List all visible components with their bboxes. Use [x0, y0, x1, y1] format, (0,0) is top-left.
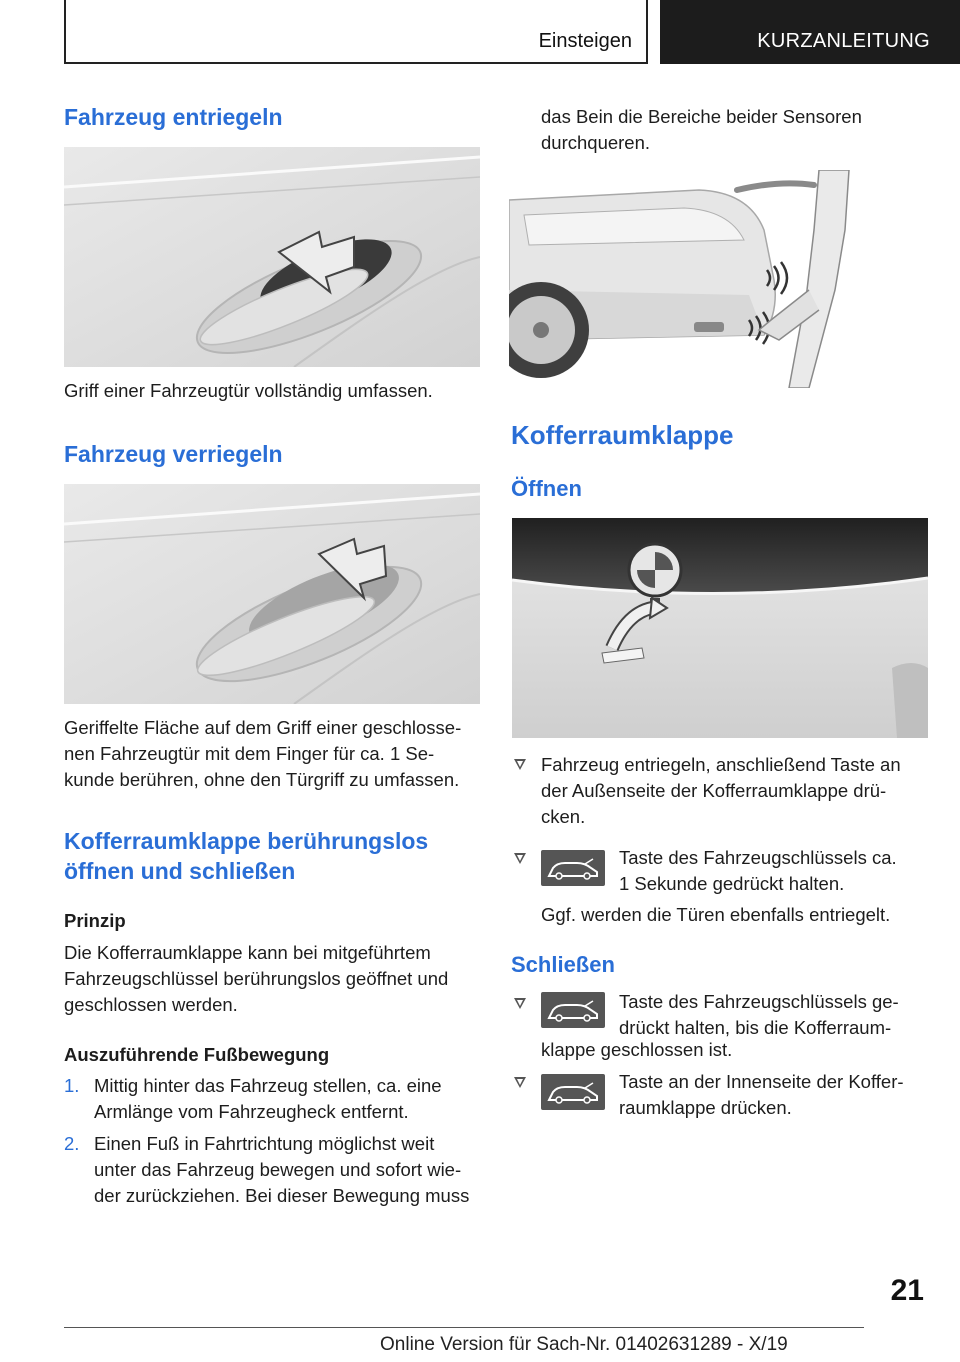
contactless-heading: Kofferraumklappe berührungslos öffnen und schließen — [64, 828, 429, 884]
bullet-triangle-icon — [514, 853, 526, 864]
footer-version-text: Online Version für Sach-Nr. 01402631289 - X/19 — [380, 1334, 788, 1355]
bullet-triangle-icon — [514, 998, 526, 1009]
door-handle-grip-illustration — [64, 147, 480, 367]
unlock-caption: Griff einer Fahrzeugtür vollständig umfassen. — [64, 380, 433, 401]
car-trunk-key-icon — [541, 850, 605, 886]
open-bullet-text: Taste des Fahrzeugschlüssels ca. 1 Sekunde gedrückt halten. — [619, 847, 897, 894]
principle-heading: Prinzip — [64, 910, 126, 931]
trunk-heading: Kofferraumklappe — [511, 420, 734, 450]
step-number: 1. — [64, 1075, 80, 1096]
car-trunk-key-icon — [541, 1074, 605, 1110]
step-text: Einen Fuß in Fahrtrichtung möglichst weit unter das Fahrzeug bewegen und sofort wie- der zurückziehen. Bei dieser Bewegung muss — [94, 1133, 470, 1206]
continuation-text: das Bein die Bereiche beider Sensoren durchqueren. — [541, 106, 862, 153]
close-bullet-text: Taste an der Innenseite der Koffer- raumklappe drücken. — [619, 1071, 904, 1118]
open-note: Ggf. werden die Türen ebenfalls entriegelt. — [541, 904, 891, 925]
kick-sensor-illustration — [509, 170, 864, 388]
header-chapter-box — [660, 0, 960, 64]
open-heading: Öffnen — [511, 476, 582, 501]
bullet-triangle-icon — [514, 1077, 526, 1088]
open-bullet-text: Fahrzeug entriegeln, anschließend Taste an der Außenseite der Kofferraumklappe drü- cken. — [541, 754, 901, 827]
movement-heading: Auszuführende Fußbewegung — [64, 1044, 330, 1065]
close-bullet-text: Taste des Fahrzeugschlüssels ge- drückt halten, bis die Kofferraum- — [619, 991, 899, 1038]
section-title: Einsteigen — [538, 30, 632, 52]
page-number: 21 — [890, 1274, 924, 1307]
unlock-heading: Fahrzeug entriegeln — [64, 104, 283, 130]
lock-heading: Fahrzeug verriegeln — [64, 441, 283, 467]
lock-caption: Geriffelte Fläche auf dem Griff einer geschlosse- nen Fahrzeugtür mit dem Finger für ca. 1 Se- kunde berühren, ohne den Türgriff zu umfassen. — [64, 717, 462, 790]
bullet-triangle-icon — [514, 759, 526, 770]
step-number: 2. — [64, 1133, 80, 1154]
chapter-title: KURZANLEITUNG — [757, 30, 930, 52]
trunk-button-illustration — [512, 518, 928, 738]
close-heading: Schließen — [511, 952, 615, 977]
principle-text: Die Kofferraumklappe kann bei mitgeführtem Fahrzeugschlüssel berührungslos geöffnet und geschlossen werden. — [64, 942, 449, 1015]
close-bullet-continuation: klappe geschlossen ist. — [541, 1039, 733, 1060]
footer-divider — [64, 1327, 864, 1328]
door-handle-touch-illustration — [64, 484, 480, 704]
car-trunk-key-icon — [541, 992, 605, 1028]
header-section-box — [64, 0, 648, 64]
step-text: Mittig hinter das Fahrzeug stellen, ca. eine Armlänge vom Fahrzeugheck entfernt. — [94, 1075, 442, 1122]
